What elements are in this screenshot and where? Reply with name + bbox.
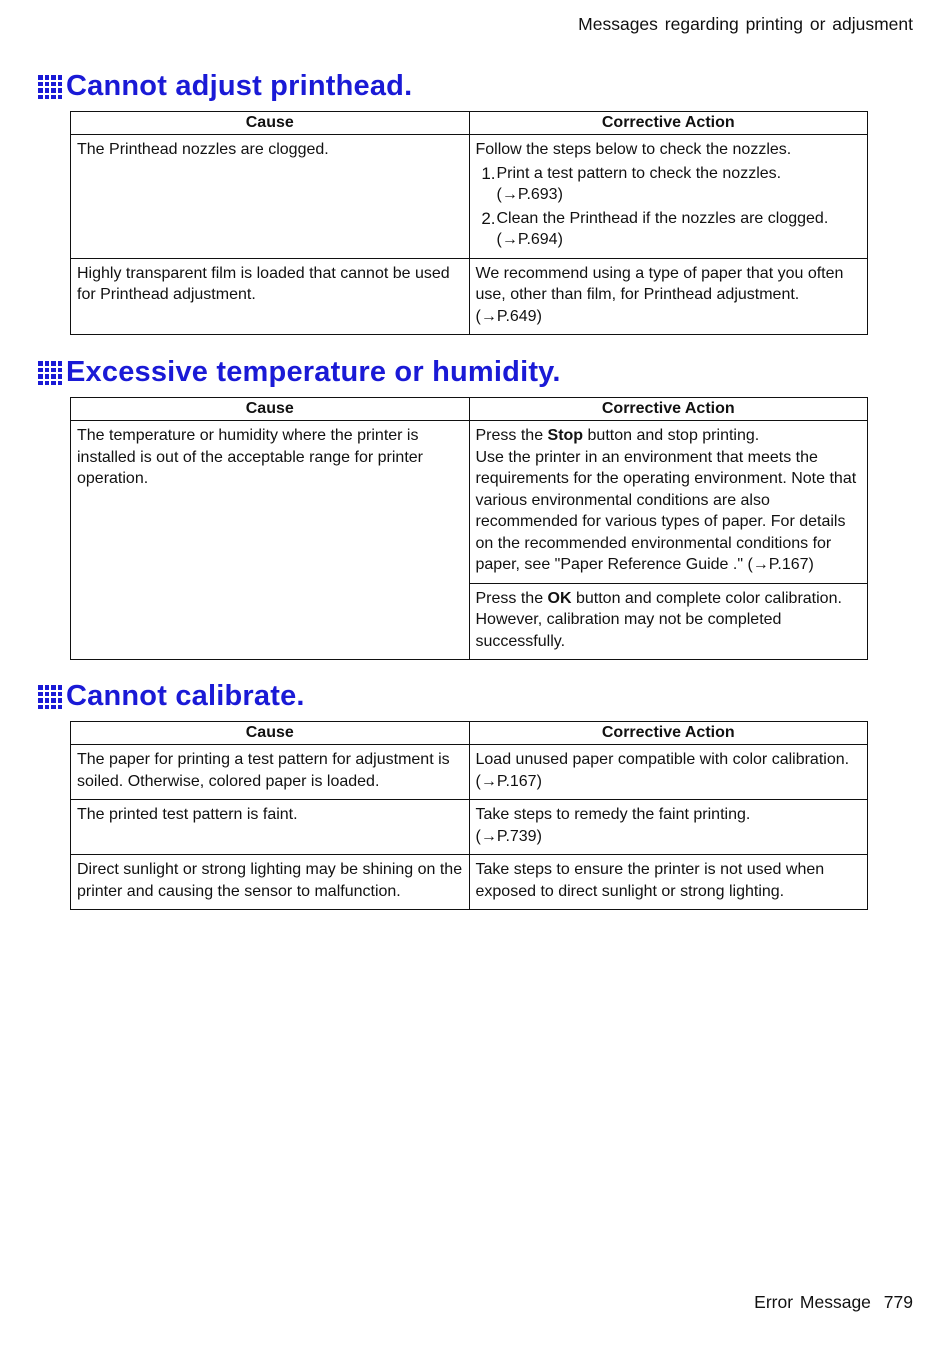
- action-cell: [469, 583, 868, 660]
- stop-button-label: Stop: [547, 427, 584, 444]
- section-title: Cannot calibrate.: [66, 679, 305, 712]
- grid-bullet-icon: [38, 75, 62, 99]
- page-reference-link[interactable]: (→P.693): [496, 186, 563, 203]
- section-heading: [38, 676, 868, 716]
- table-row: [71, 745, 868, 800]
- cause-cell: The temperature or humidity where the printer is installed is out of the acceptable range for printer operation.: [71, 421, 470, 660]
- page-number: 779: [883, 1292, 913, 1312]
- action-cell: [469, 258, 868, 335]
- cause-action-table: [70, 397, 868, 660]
- section-heading: [38, 352, 868, 392]
- section-excessive-temperature: [38, 352, 868, 660]
- action-text: Use the printer in an environment that meets the requirements for the operating environment. Note that various environmental conditions are also recommended for various types of paper. For details on the recommended environmental conditions for paper, see "Paper Reference Guide ." (→P.167): [475, 448, 857, 573]
- action-text: Take steps to ensure the printer is not used when exposed to direct sunlight or strong lighting.: [475, 861, 825, 900]
- section-cannot-adjust-printhead: [38, 66, 868, 335]
- page-reference-link[interactable]: (→P.739): [475, 827, 542, 845]
- action-column-header: Corrective Action: [469, 722, 868, 745]
- table-header-row: [71, 398, 868, 421]
- step-item: [476, 163, 862, 206]
- action-text: Press the: [475, 589, 548, 607]
- cause-cell: The printed test pattern is faint.: [71, 800, 470, 855]
- section-title: Cannot adjust printhead.: [66, 69, 413, 102]
- grid-bullet-icon: [38, 685, 62, 709]
- action-text: Press the: [475, 427, 548, 444]
- page-reference-link[interactable]: (→P.649): [475, 307, 542, 325]
- action-text: Take steps to remedy the faint printing.: [475, 806, 751, 823]
- action-intro: Follow the steps below to check the nozzles.: [475, 141, 792, 158]
- step-text: Print a test pattern to check the nozzles.: [496, 164, 782, 182]
- cause-action-table: [70, 111, 868, 335]
- table-row: [71, 855, 868, 910]
- table-row: [71, 258, 868, 335]
- section-cannot-calibrate: [38, 676, 868, 910]
- action-text: button and stop printing.: [583, 427, 760, 444]
- step-number: 2.: [481, 208, 496, 228]
- cause-column-header: Cause: [71, 112, 470, 135]
- section-heading: [38, 66, 868, 106]
- grid-bullet-icon: [38, 361, 62, 385]
- page-reference-link[interactable]: (→P.694): [496, 231, 563, 248]
- action-column-header: Corrective Action: [469, 112, 868, 135]
- action-cell: [469, 800, 868, 855]
- action-cell: [469, 421, 868, 584]
- step-text: Clean the Printhead if the nozzles are clogged.: [496, 209, 829, 227]
- action-cell: [469, 135, 868, 259]
- page-footer: [754, 1292, 913, 1313]
- action-cell: [469, 855, 868, 910]
- cause-cell: The Printhead nozzles are clogged.: [71, 135, 470, 259]
- cause-column-header: Cause: [71, 722, 470, 745]
- step-item: [476, 208, 862, 251]
- table-row: [71, 421, 868, 584]
- table-row: [71, 135, 868, 259]
- section-title: Excessive temperature or humidity.: [66, 355, 561, 388]
- cause-action-table: [70, 721, 868, 910]
- cause-column-header: Cause: [71, 398, 470, 421]
- cause-cell: Direct sunlight or strong lighting may be shining on the printer and causing the sensor to malfunction.: [71, 855, 470, 910]
- action-text: button and complete color calibration. However, calibration may not be completed successfully.: [475, 589, 842, 650]
- action-text: We recommend using a type of paper that you often use, other than film, for Printhead adjustment.: [475, 264, 844, 303]
- cause-cell: The paper for printing a test pattern for adjustment is soiled. Otherwise, colored paper is loaded.: [71, 745, 470, 800]
- action-text: Load unused paper compatible with color calibration.: [475, 751, 850, 768]
- ok-button-label: OK: [547, 589, 572, 607]
- page-reference-link[interactable]: (→P.167): [475, 772, 542, 790]
- chapter-name: Error Message: [754, 1292, 871, 1312]
- table-header-row: [71, 722, 868, 745]
- action-column-header: Corrective Action: [469, 398, 868, 421]
- action-cell: [469, 745, 868, 800]
- table-row: [71, 800, 868, 855]
- running-header: Messages regarding printing or adjusment: [578, 14, 913, 34]
- cause-cell: Highly transparent film is loaded that cannot be used for Printhead adjustment.: [71, 258, 470, 335]
- table-header-row: [71, 112, 868, 135]
- step-number: 1.: [481, 163, 496, 183]
